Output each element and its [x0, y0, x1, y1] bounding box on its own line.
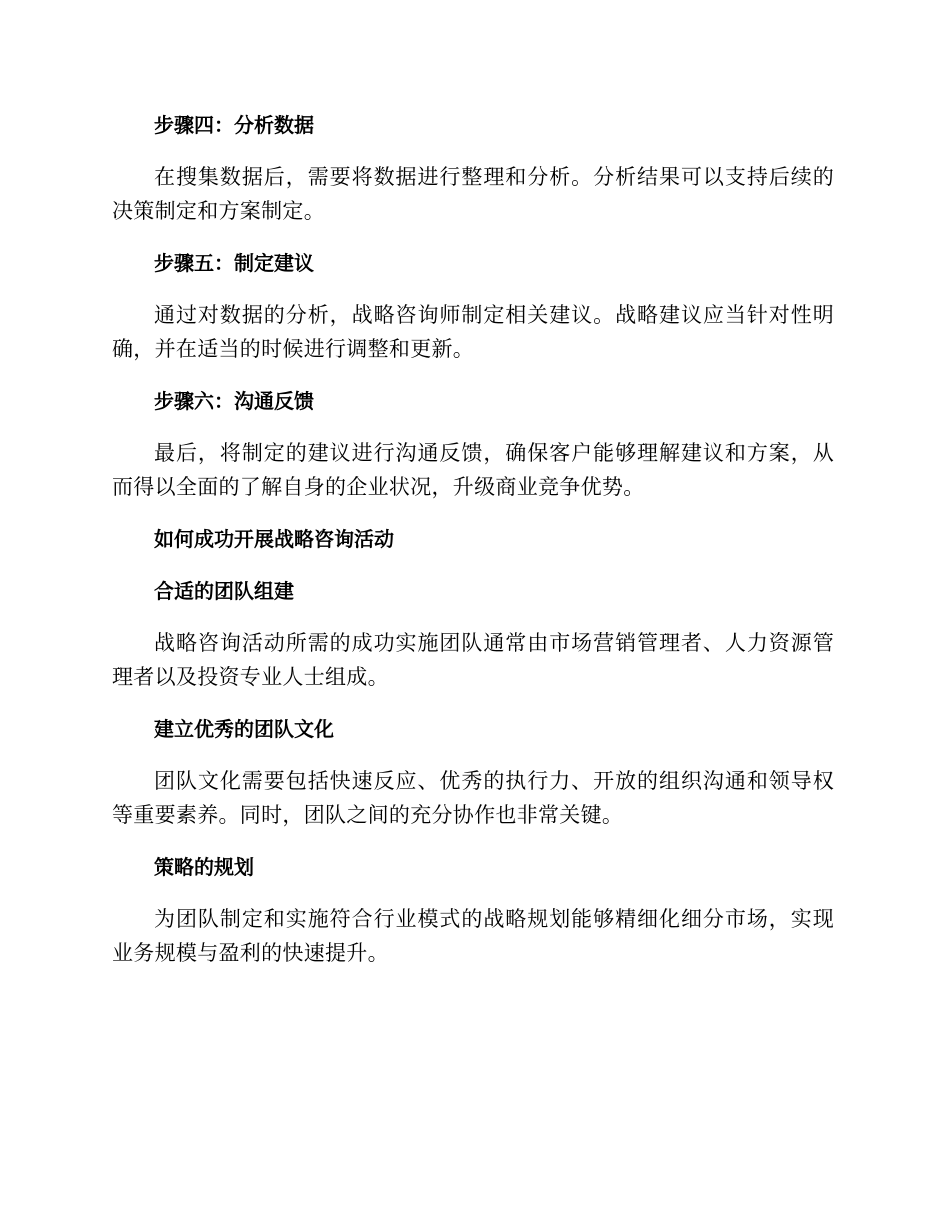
section-heading-strategy-planning: 策略的规划	[154, 855, 254, 879]
paragraph-make-recommendations: 通过对数据的分析，战略咨询师制定相关建议。战略建议应当针对性明确，并在适当的时候进行调整和更新。	[112, 303, 834, 361]
section-heading-step-five: 步骤五：制定建议	[154, 251, 314, 275]
section-heading-how-to-succeed: 如何成功开展战略咨询活动	[154, 527, 394, 551]
section-heading-team-building: 合适的团队组建	[154, 579, 294, 603]
paragraph-communication-feedback: 最后，将制定的建议进行沟通反馈，确保客户能够理解建议和方案，从而得以全面的了解自身的企业状况，升级商业竞争优势。	[112, 441, 834, 499]
document-body	[112, 108, 834, 988]
paragraph-team-culture: 团队文化需要包括快速反应、优秀的执行力、开放的组织沟通和领导权等重要素养。同时，团队之间的充分协作也非常关键。	[112, 769, 834, 827]
section-heading-step-six: 步骤六：沟通反馈	[154, 389, 314, 413]
paragraph-team-building: 战略咨询活动所需的成功实施团队通常由市场营销管理者、人力资源管理者以及投资专业人士组成。	[112, 631, 834, 689]
paragraph-analyze-data: 在搜集数据后，需要将数据进行整理和分析。分析结果可以支持后续的决策制定和方案制定。	[112, 165, 834, 223]
paragraph-strategy-planning: 为团队制定和实施符合行业模式的战略规划能够精细化细分市场，实现业务规模与盈利的快速提升。	[112, 907, 834, 965]
section-heading-team-culture: 建立优秀的团队文化	[154, 717, 334, 741]
section-heading-step-four: 步骤四：分析数据	[154, 113, 314, 137]
